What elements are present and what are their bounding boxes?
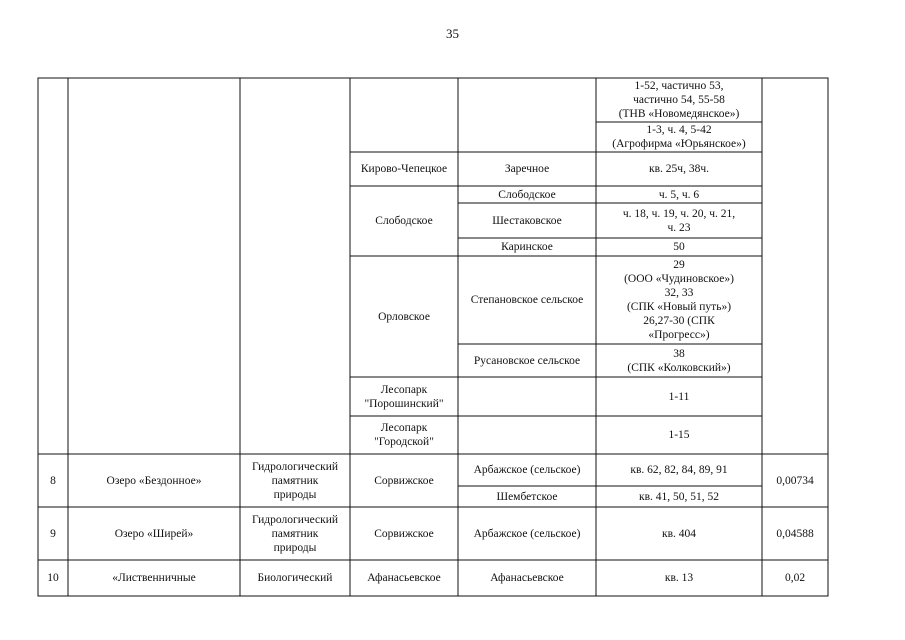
district-cell: Афанасьевское bbox=[367, 572, 441, 584]
forestry-cell: Каринское bbox=[501, 241, 553, 253]
quarters-cell: 50 bbox=[673, 241, 685, 253]
object-type: Гидрологический памятник природы bbox=[251, 513, 339, 554]
forestry-cell: Арбажское (сельское) bbox=[473, 464, 581, 476]
page-number: 35 bbox=[446, 26, 459, 41]
quarters-cell: ч. 18, ч. 19, ч. 20, ч. 21, ч. 23 bbox=[622, 207, 736, 234]
quarters-cell: 29 (ООО «Чудиновское») 32, 33 (СПК «Новый путь») 26,27-30 (СПК «Прогресс») bbox=[624, 259, 734, 341]
object-type: Гидрологический памятник природы bbox=[251, 460, 339, 501]
row-number: 8 bbox=[50, 474, 56, 487]
quarters-cell: 38 (СПК «Колковский») bbox=[627, 347, 731, 374]
quarters-cell: кв. 13 bbox=[664, 572, 694, 584]
quarters-cell: 1-52, частично 53, частично 54, 55-58 (ТНВ «Новомедянское») bbox=[618, 80, 740, 120]
forestry-cell: Заречное bbox=[504, 163, 550, 175]
object-name: Озеро «Бездонное» bbox=[106, 474, 202, 487]
area-cell: 0,00734 bbox=[776, 474, 814, 487]
forestry-cell: Арбажское (сельское) bbox=[473, 527, 581, 540]
forestry-cell: Слободское bbox=[498, 188, 556, 201]
forestry-cell: Афанасьевское bbox=[490, 572, 564, 584]
quarters-cell: 1-11 bbox=[668, 390, 690, 403]
forestry-cell: Русановское сельское bbox=[473, 354, 581, 367]
forestry-cell: Шестаковское bbox=[492, 214, 562, 227]
district-cell: Лесопарк "Порошинский" bbox=[364, 383, 444, 410]
district-cell: Слободское bbox=[375, 215, 433, 227]
quarters-cell: ч. 5, ч. 6 bbox=[658, 188, 700, 201]
district-cell: Сорвижское bbox=[374, 527, 434, 540]
row-number: 9 bbox=[50, 527, 56, 540]
object-name: «Лиственничные bbox=[112, 572, 196, 584]
quarters-cell: кв. 62, 82, 84, 89, 91 bbox=[630, 464, 728, 476]
forestry-cell: Шембетское bbox=[496, 490, 558, 503]
row-number: 10 bbox=[47, 572, 59, 584]
quarters-cell: кв. 404 bbox=[661, 527, 697, 540]
object-name: Озеро «Ширей» bbox=[114, 527, 194, 540]
district-cell: Кирово-Чепецкое bbox=[360, 163, 448, 175]
area-cell: 0,04588 bbox=[776, 527, 814, 540]
district-cell: Сорвижское bbox=[374, 474, 434, 487]
quarters-cell: 1-15 bbox=[668, 429, 690, 441]
object-type: Биологический bbox=[257, 572, 333, 584]
quarters-cell: 1-3, ч. 4, 5-42 (Агрофирма «Юрьянское») bbox=[612, 124, 746, 150]
quarters-cell: кв. 41, 50, 51, 52 bbox=[638, 490, 720, 503]
area-cell: 0,02 bbox=[784, 572, 806, 584]
quarters-cell: кв. 25ч, 38ч. bbox=[649, 163, 709, 175]
district-cell: Орловское bbox=[378, 310, 430, 323]
forestry-cell: Степановское сельское bbox=[470, 294, 584, 306]
district-cell: Лесопарк "Городской" bbox=[374, 422, 434, 448]
